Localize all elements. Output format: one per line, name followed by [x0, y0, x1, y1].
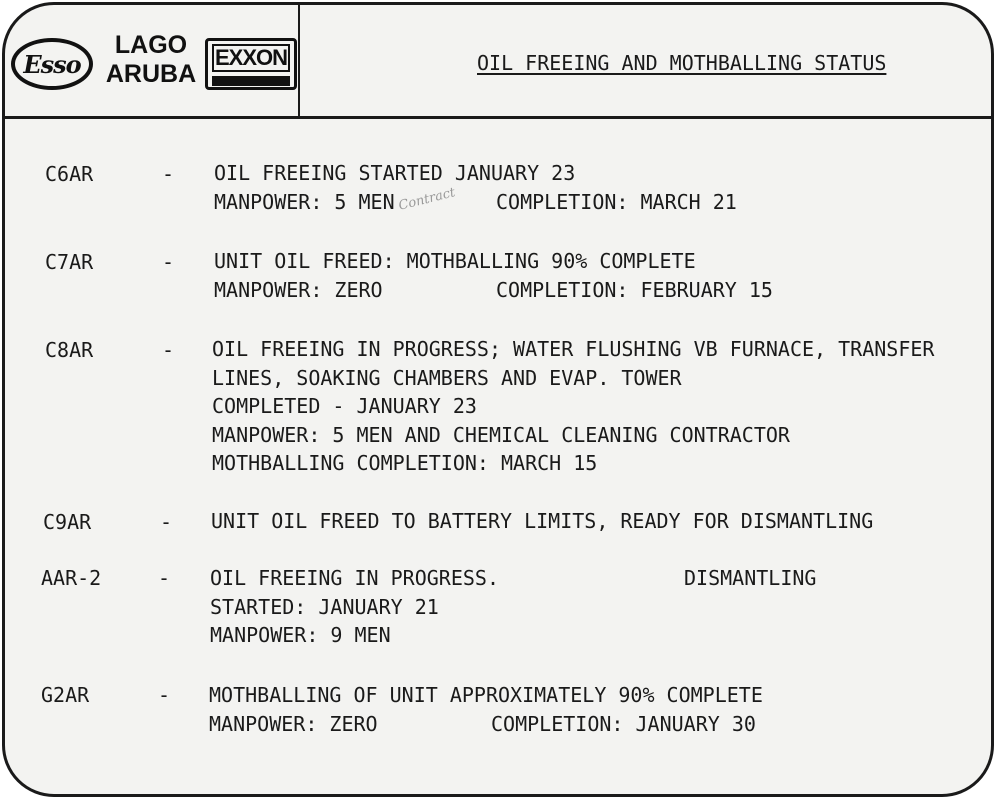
unit-code-c7ar: C7AR — [45, 250, 94, 274]
manpower-text: MANPOWER: ZERO — [209, 711, 378, 736]
unit-code-g2ar: G2AR — [41, 683, 90, 707]
exxon-logo — [205, 38, 297, 90]
dash: - — [162, 338, 175, 362]
exxon-bar — [212, 76, 290, 86]
entry-line: MOTHBALLING OF UNIT APPROXIMATELY 90% COMPLETE — [209, 683, 763, 707]
handwritten-note: Contract — [397, 185, 457, 214]
entry-line: MOTHBALLING COMPLETION: MARCH 15 — [212, 451, 598, 475]
entry-line — [214, 276, 773, 305]
manpower-text: MANPOWER: 5 MEN — [214, 189, 395, 214]
entry-line — [210, 564, 816, 593]
entry-line: COMPLETED - JANUARY 23 — [212, 394, 477, 418]
entry-c7ar — [214, 247, 773, 304]
header-band — [5, 5, 991, 119]
logo-panel — [5, 5, 300, 116]
unit-code-c9ar: C9AR — [43, 510, 92, 534]
entry-c8ar — [212, 335, 934, 478]
status-slide — [2, 2, 994, 797]
entry-line: LINES, SOAKING CHAMBERS AND EVAP. TOWER — [212, 365, 682, 390]
dash: - — [158, 683, 171, 707]
unit-code-aar-2: AAR-2 — [41, 566, 102, 590]
lago-aruba-logo — [100, 31, 202, 89]
unit-code-c6ar: C6AR — [45, 162, 94, 186]
entry-c9ar — [211, 507, 873, 536]
completion-text: COMPLETION: FEBRUARY 15 — [496, 277, 773, 302]
unit-code-c8ar: C8AR — [45, 338, 94, 362]
entry-line — [214, 188, 737, 217]
dash: - — [160, 510, 173, 534]
entry-c6ar — [214, 159, 737, 216]
entry-line: STARTED: JANUARY 21 — [210, 594, 439, 619]
esso-logo: Esso — [11, 38, 93, 90]
entry-line — [209, 710, 763, 739]
dash: - — [162, 250, 175, 274]
dismantling-text: DISMANTLING — [684, 566, 817, 590]
entry-line: MANPOWER: 5 MEN AND CHEMICAL CLEANING CONTRACTOR — [212, 422, 790, 447]
entry-line: MANPOWER: 9 MEN — [210, 623, 391, 647]
page-title: OIL FREEING AND MOTHBALLING STATUS — [477, 51, 887, 75]
aruba-text: ARUBA — [105, 60, 197, 88]
progress-text: OIL FREEING IN PROGRESS. — [210, 566, 499, 590]
manpower-text: MANPOWER: ZERO — [214, 277, 383, 302]
lago-text: LAGO — [114, 31, 188, 59]
dash: - — [162, 162, 175, 186]
entry-line: OIL FREEING STARTED JANUARY 23 — [214, 161, 576, 185]
completion-text: COMPLETION: JANUARY 30 — [491, 711, 756, 736]
entry-g2ar — [209, 681, 763, 738]
entry-line: UNIT OIL FREED: MOTHBALLING 90% COMPLETE — [214, 249, 696, 273]
completion-text: COMPLETION: MARCH 21 — [496, 189, 737, 214]
entry-aar-2 — [210, 564, 816, 650]
entry-line: OIL FREEING IN PROGRESS; WATER FLUSHING VB FURNACE, TRANSFER — [212, 337, 935, 361]
exxon-wordmark: EXXON — [212, 44, 290, 72]
entry-line: UNIT OIL FREED TO BATTERY LIMITS, READY FOR DISMANTLING — [211, 509, 874, 533]
dash: - — [158, 566, 171, 590]
